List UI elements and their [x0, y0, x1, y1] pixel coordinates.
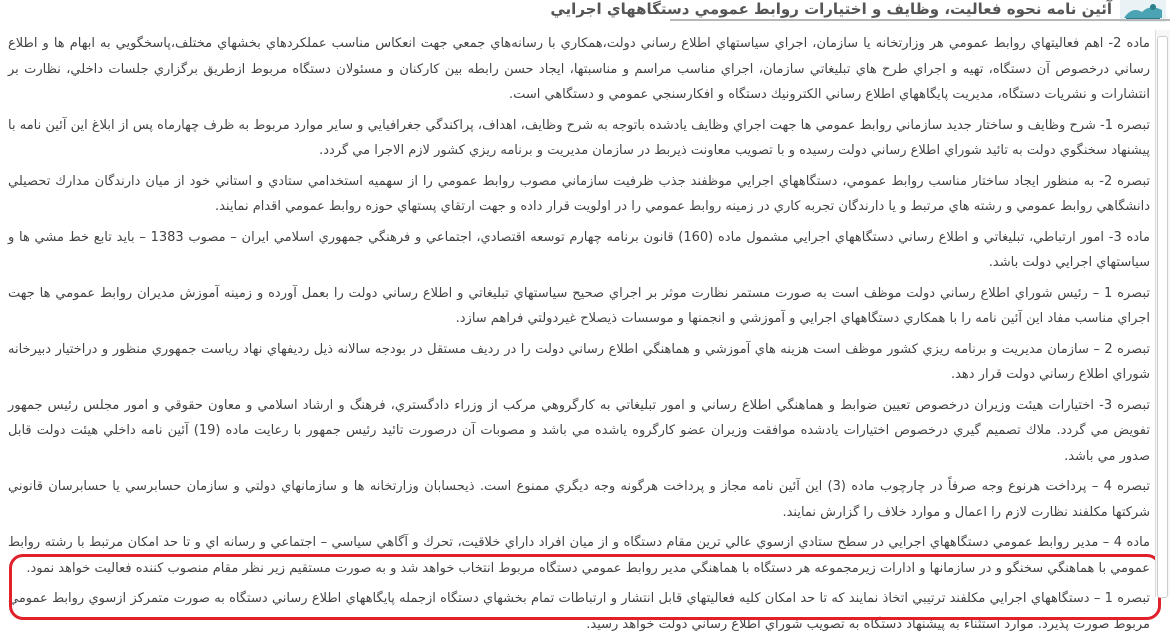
title-underline — [670, 19, 1170, 21]
page-header — [0, 0, 1170, 22]
paragraph-article-3-note-1: تبصره 1 – رئيس شوراي اطلاع رساني دولت موظف است به صورت مستمر نظارت موثر بر اجراي صحيح سياستهاي تبليغاتي و اطلاع رساني دولت را بعمل آورده و زمينه آموزش مديران روابط عمومي ها جهت اجراي مناسب مفاد اين آئين نامه را با همكاري دستگاههاي اجرايي و آموزشي و انجمنها و موسسات ذيصلاح غيردولتي فراهم سازد. — [8, 285, 1150, 326]
document-body — [8, 31, 1150, 642]
paragraph-article-3: ماده 3- امور ارتباطي، تبليغاتي و اطلاع رساني دستگاههاي اجرايي مشمول ماده (160) قانون برنامه چهارم توسعه اقتصادي، اجتماعي و فرهنگي جمهوري اسلامي ايران – مصوب 1383 – بايد تابع خط مشي ها و سياستهاي اجرايي دولت باشد. — [8, 229, 1150, 270]
paragraph-article-2: ماده 2- اهم فعاليتهاي روابط عمومي هر وزارتخانه يا سازمان، اجراي سياستهاي اطلاع رساني دولت،همكاري با رسانه‌هاي جمعي جهت انعكاس مناسب عملكردهاي بخشهاي مختلف،پاسخگويي به ابهام ها و اطلاع رساني درخصوص آن دستگاه، تهيه و اجراي طرح هاي تبليغاتي سازمان، اجراي مناسب مراسم و مناسبتها، ايجاد حسن رابطه بين كاركنان و مسئولان دستگاه مربوط ازطريق برگزاري جلسات داخلي، نظارت بر انتشارات و نشريات دستگاه، مديريت پايگاههاي اطلاع رساني الكترونيك دستگاه و افكارسنجي عمومي و دستگاهي است. — [8, 36, 1150, 102]
paragraph-article-3-note-3: تبصره 3- اختيارات هيئت وزيران درخصوص تعيين ضوابط و هماهنگي اطلاع رساني و امور تبليغاتي به كارگروهي مركب از وزراء دادگستري، فرهنگ و ارشاد اسلامي و معاون حقوقي و امور مجلس رئيس جمهور تفويض مي گردد. ملاك تصميم گيري درخصوص اختيارات يادشده موافقت وزيران عضو كارگروه ياشده مي باشد و مصوبات آن درصورت تائيد رئيس جمهور با رعايت ماده (19) آئين نامه داخلي هيئت دولت قابل صدور مي باشد. — [8, 397, 1150, 464]
paragraph-article-3-note-2: تبصره 2 – سازمان مديريت و برنامه ريزي كشور موظف است هزينه هاي آموزشي و هماهنگي اطلاع رساني دولت را در رديف مستقل در بودجه سالانه ذيل رديفهاي نهاد رياست جمهوري منظور و دراختيار دبيرخانه شوراي اطلاع رساني دولت قرار دهد. — [8, 341, 1150, 382]
paragraph-article-3-note-4: تبصره 4 – پرداخت هرنوع وجه صرفاً در چارچوب ماده (3) اين آئين نامه مجاز و پرداخت هرگونه وجه ديگري ممنوع است. ذيحسابان وزارتخانه ها و سازمانهاي دولتي و سازمان حسابرسي يا حسابرسان قانوني شركتها مكلفند نظارت لازم را اعمال و موارد خلاف را گزارش نمايند. — [8, 479, 1150, 520]
page-title: آئين نامه نحوه فعاليت، وظايف و اختيارات روابط عمومي دستگاههاي اجرايي — [550, 0, 1112, 18]
vertical-scrollbar[interactable] — [1155, 30, 1170, 597]
paragraph-article-4-note-1: تبصره 1 – دستگاههاي اجرايي مكلفند ترتيبي اتخاذ نمايند كه تا حد امكان كليه فعاليتهاي قابل انتشار و ارتباطات تمام بخشهاي دستگاه ازجمله پايگاههاي اطلاع رساني دستگاه به صورت متمركز ازسوي روابط عمومي مربوط صورت پذيرد. موارد استثناء به پيشنهاد دستگاه به تصويب شوراي اطلاع رساني دولت خواهد رسيد. — [8, 591, 1150, 632]
highlight-annotation — [9, 554, 1161, 620]
scrollbar-thumb[interactable] — [1157, 36, 1168, 598]
paragraph-note-2: تبصره 2- به منظور ايجاد ساختار مناسب روابط عمومي، دستگاههاي اجرايي موظفند جذب ظرفيت سازماني مصوب روابط عمومي را از سهميه استخدامي ستادي و استاني خود از ميان دارندگان مدارك تحصيلي دانشگاهي روابط عمومي و رشته هاي مرتبط و يا دارندگان تجربه كاري در زمينه روابط عمومي را در اولويت قرار داده و جهت ارتقاي پستهاي حوزه روابط عمومي اقدام نمايند. — [8, 173, 1150, 214]
paragraph-note-1: تبصره 1- شرح وظايف و ساختار جديد سازماني روابط عمومي ها جهت اجراي وظايف يادشده باتوجه به شرح وظايف، اهداف، پراكندگي جغرافيايي و ساير موارد مربوط به ظرف چهارماه پس از ابلاغ اين آئين نامه با پيشنهاد سخنگوي دولت به تائيد شوراي اطلاع رساني دولت رسيده و با تصويب معاونت ذيربط در سازمان مديريت و برنامه ريزي كشور لازم الاجرا مي گردد. — [8, 117, 1150, 158]
paragraph-article-4: ماده 4 – مدير روابط عمومي دستگاههاي اجرايي در سطح ستادي ازسوي عالي ترين مقام دستگاه و از ميان افراد داراي خلاقيت، تحرك و آگاهي سياسي – اجتماعي و رسانه اي و تا حد امكان مرتبط با رشته روابط عمومي با هماهنگي سخنگو و در سازمانها و ادارات زيرمجموعه هر دستگاه با هماهنگي مدير روابط عمومي دستگاه مربوط انتخاب خواهد شد و به صورت مستقيم زير نظر مقام منصوب كننده فعاليت خواهد نمود. — [8, 535, 1150, 576]
